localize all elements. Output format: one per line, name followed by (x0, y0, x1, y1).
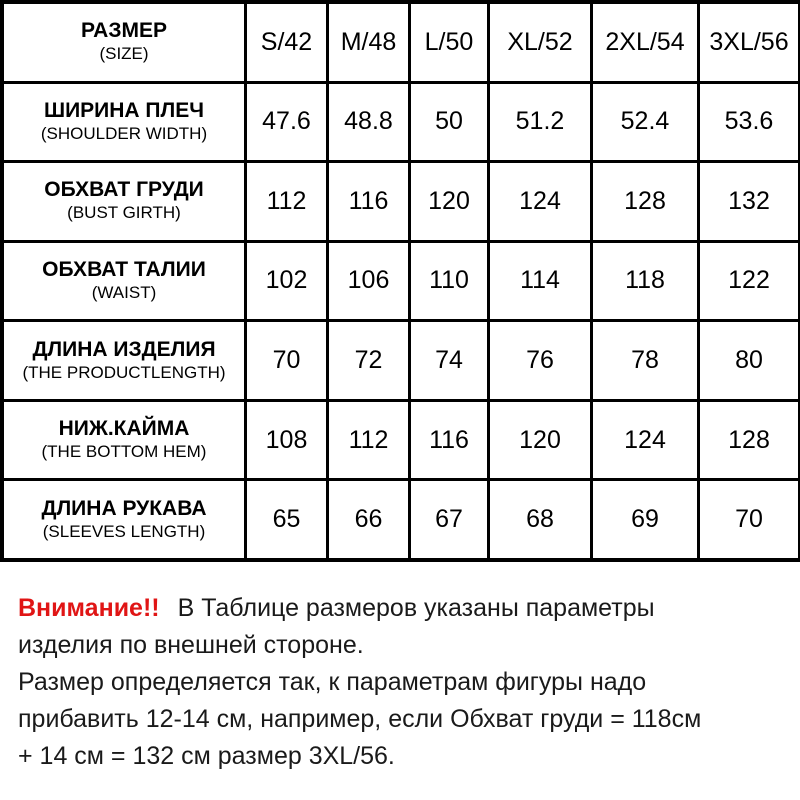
measurement-value: 116 (411, 402, 487, 479)
measurement-value: 53.6 (700, 84, 798, 161)
measurement-value: 112 (329, 402, 408, 479)
measurement-label-en: (SHOULDER WIDTH) (40, 123, 208, 143)
measurement-value: 72 (329, 322, 408, 399)
measurement-label-cell (4, 243, 244, 320)
measurement-value: 128 (700, 402, 798, 479)
size-column-header: 2XL/54 (593, 4, 697, 81)
measurement-label-cell (4, 402, 244, 479)
measurement-value: 51.2 (490, 84, 590, 161)
measurement-label-en: (WAIST) (91, 282, 157, 302)
note-line-2: изделия по внешней стороне. (18, 631, 364, 659)
size-header-label-en: (SIZE) (99, 44, 149, 64)
measurement-value: 80 (700, 322, 798, 399)
measurement-label: ОБХВАТ ТАЛИИ (42, 257, 206, 281)
note-line-5: + 14 см = 132 см размер 3XL/56. (18, 742, 395, 770)
measurement-label: ОБХВАТ ГРУДИ (44, 178, 204, 202)
measurement-label-cell (4, 84, 244, 161)
measurement-value: 102 (247, 243, 326, 320)
measurement-value: 67 (411, 481, 487, 558)
measurement-value: 69 (593, 481, 697, 558)
measurement-value: 70 (247, 322, 326, 399)
measurement-value: 74 (411, 322, 487, 399)
note-line-4: прибавить 12-14 см, например, если Обхват груди = 118см (18, 705, 702, 733)
size-column-header: S/42 (247, 4, 326, 81)
size-column-header: 3XL/56 (700, 4, 798, 81)
measurement-value: 116 (329, 163, 408, 240)
measurement-value: 124 (490, 163, 590, 240)
size-column-header: M/48 (329, 4, 408, 81)
measurement-value: 110 (411, 243, 487, 320)
measurement-value: 52.4 (593, 84, 697, 161)
measurement-value: 114 (490, 243, 590, 320)
measurement-value: 118 (593, 243, 697, 320)
measurement-value: 66 (329, 481, 408, 558)
measurement-label-en: (THE PRODUCTLENGTH) (22, 362, 226, 382)
measurement-value: 48.8 (329, 84, 408, 161)
measurement-label-en: (BUST GIRTH) (67, 203, 181, 223)
measurement-value: 70 (700, 481, 798, 558)
measurement-value: 78 (593, 322, 697, 399)
measurement-value: 68 (490, 481, 590, 558)
measurement-value: 50 (411, 84, 487, 161)
size-column-header: L/50 (411, 4, 487, 81)
measurement-value: 76 (490, 322, 590, 399)
measurement-value: 112 (247, 163, 326, 240)
measurement-label-en: (SLEEVES LENGTH) (42, 521, 206, 541)
measurement-label: ДЛИНА ИЗДЕЛИЯ (32, 337, 216, 361)
measurement-value: 47.6 (247, 84, 326, 161)
measurement-value: 108 (247, 402, 326, 479)
measurement-value: 122 (700, 243, 798, 320)
measurement-label-en: (THE BOTTOM HEM) (41, 442, 207, 462)
warning-label: Внимание!! (18, 594, 160, 622)
size-column-header: XL/52 (490, 4, 590, 81)
note-line-3: Размер определяется так, к параметрам фигуры надо (18, 668, 647, 696)
measurement-label: НИЖ.КАЙМА (58, 417, 190, 441)
measurement-value: 65 (247, 481, 326, 558)
measurement-value: 124 (593, 402, 697, 479)
note-line-1 (18, 590, 793, 627)
measurement-value: 120 (411, 163, 487, 240)
measurement-value: 106 (329, 243, 408, 320)
measurement-label: ШИРИНА ПЛЕЧ (43, 98, 205, 122)
measurement-label-cell (4, 481, 244, 558)
measurement-value: 128 (593, 163, 697, 240)
measurement-label: ДЛИНА РУКАВА (41, 496, 207, 520)
note-text: В Таблице размеров указаны параметры (177, 594, 655, 622)
size-note (18, 590, 793, 775)
size-header-cell (4, 4, 244, 81)
measurement-label-cell (4, 322, 244, 399)
size-header-label: РАЗМЕР (81, 19, 167, 43)
measurement-value: 120 (490, 402, 590, 479)
measurement-value: 132 (700, 163, 798, 240)
measurement-label-cell (4, 163, 244, 240)
